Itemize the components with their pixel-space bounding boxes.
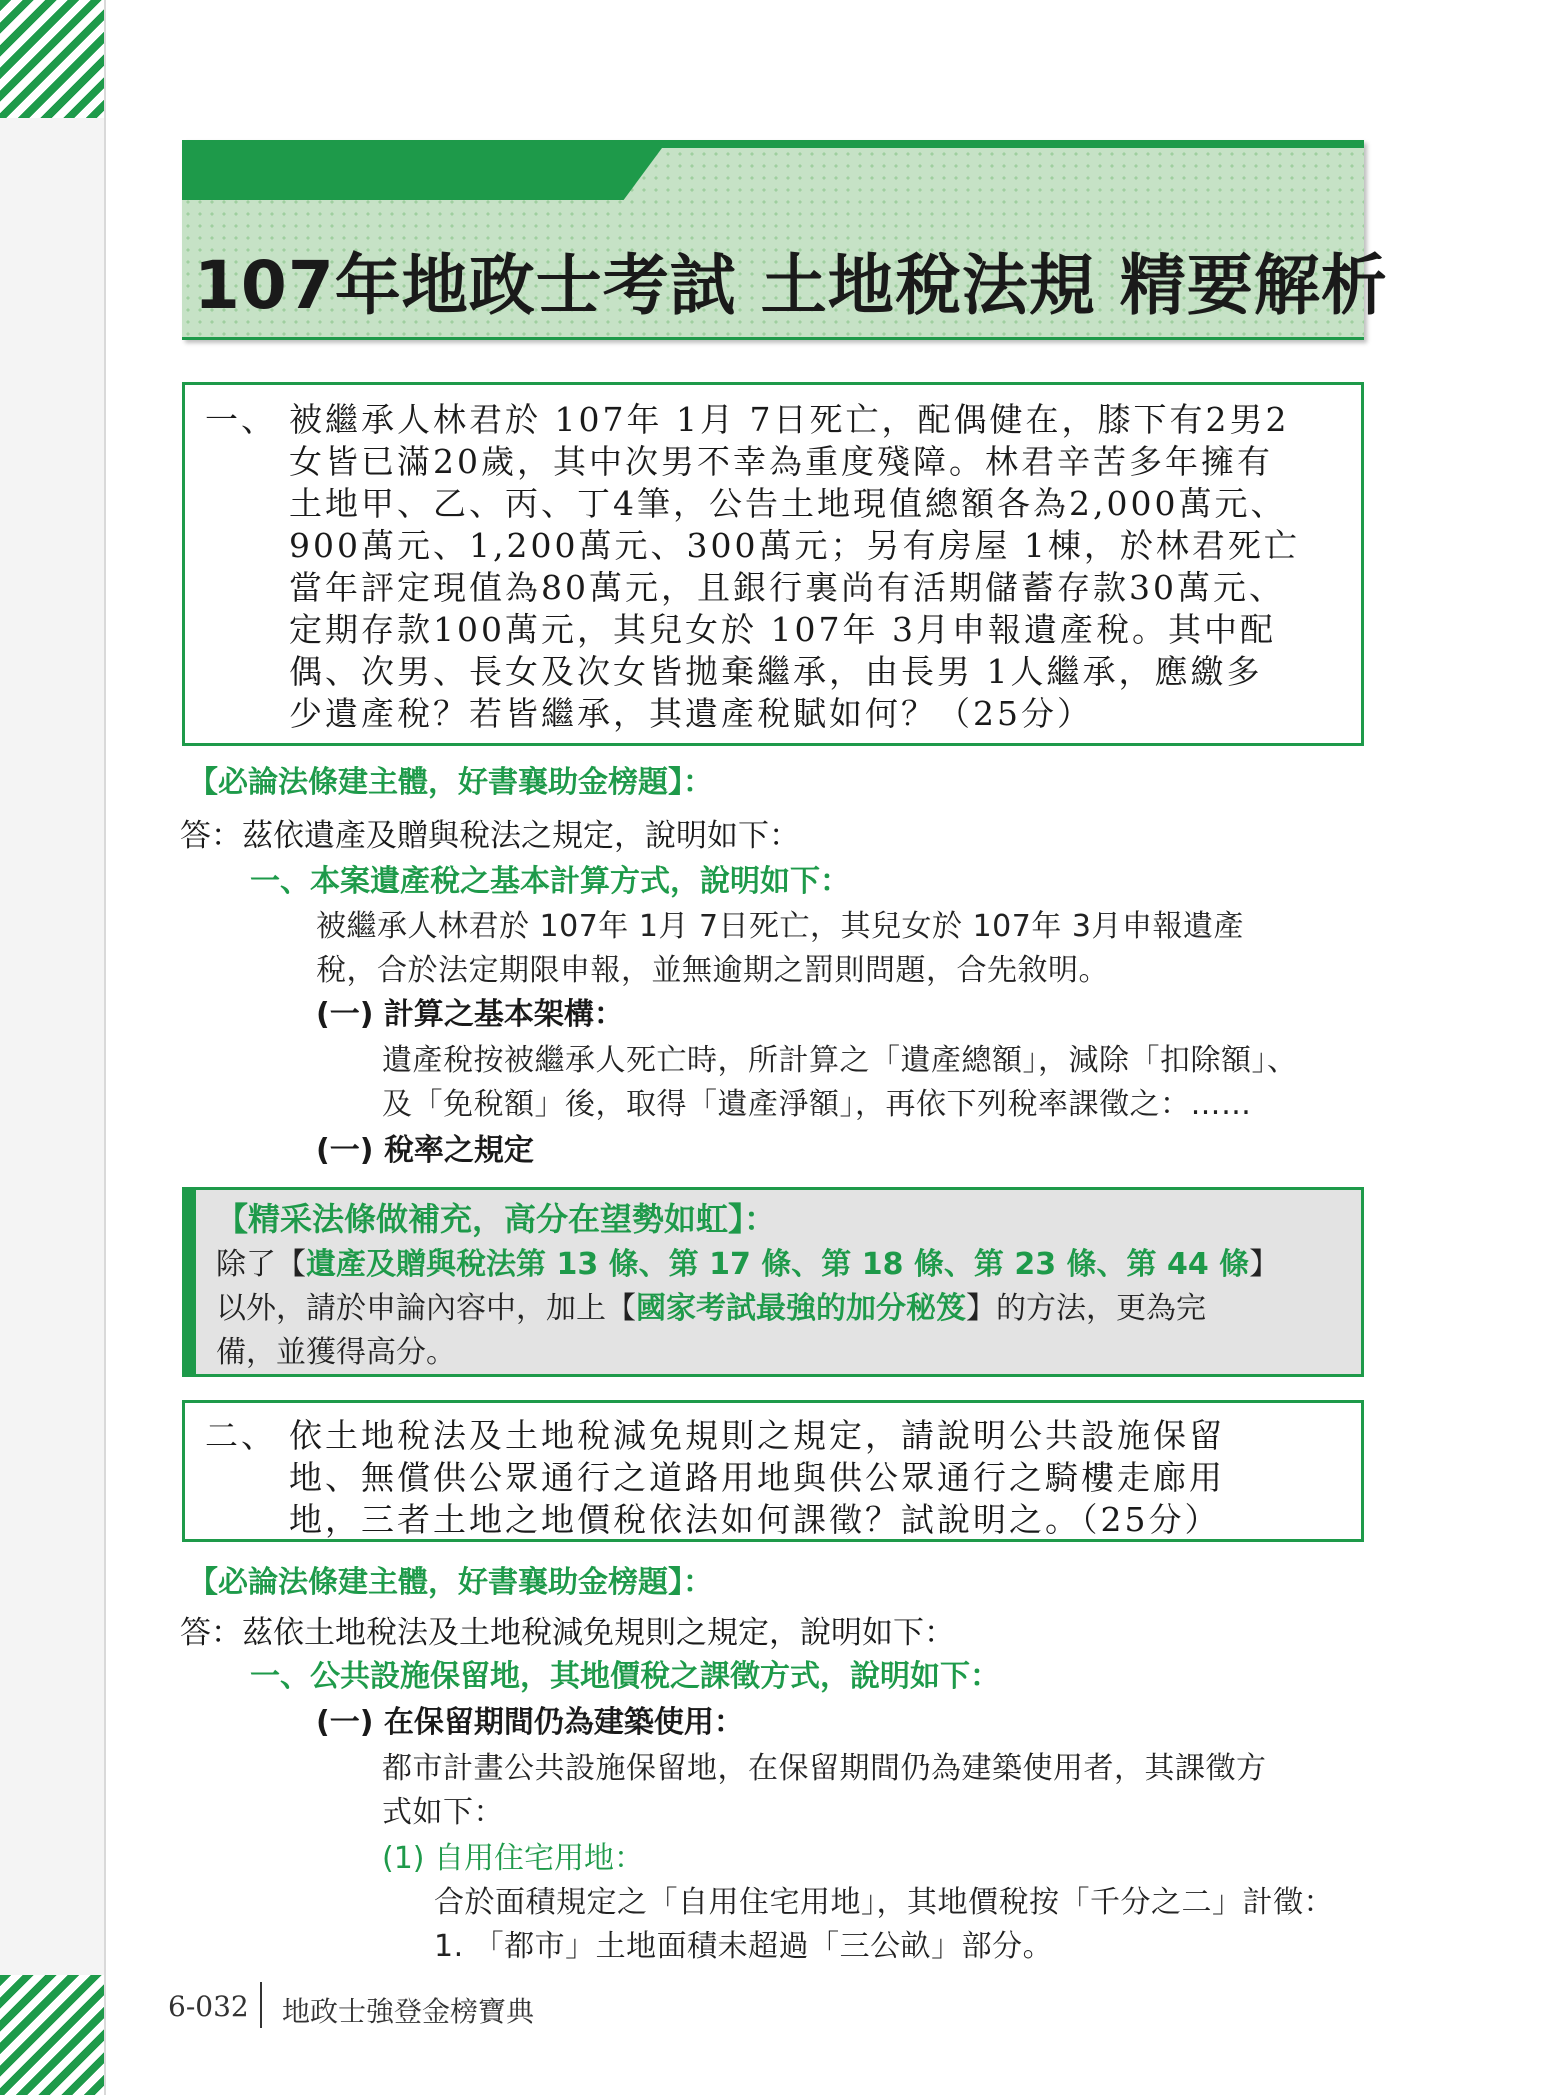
tip-line-3: 備，並獲得高分。 bbox=[216, 1335, 456, 1370]
answer-2-item-1-title: (1) 自用住宅用地： bbox=[382, 1841, 645, 1876]
answer-2-subsection-1-body: 式如下： bbox=[382, 1795, 504, 1830]
question-1-line: 當年評定現值為80萬元，且銀行裏尚有活期儲蓄存款30萬元、 bbox=[289, 568, 1285, 607]
tip-law-articles: 遺產及贈與稅法第 13 條、第 17 條、第 18 條、第 23 條、第 44 條 bbox=[306, 1247, 1250, 1282]
tip-text: 】的方法，更為完 bbox=[966, 1291, 1206, 1326]
answer-2-item-1-body: 合於面積規定之「自用住宅用地」，其地價稅按「千分之二」計徵： bbox=[434, 1885, 1334, 1920]
answer-2-subsection-1-body: 都市計畫公共設施保留地，在保留期間仍為建築使用者，其課徵方 bbox=[382, 1751, 1267, 1786]
question-1-line: 被繼承人林君於 107年 1月 7日死亡，配偶健在，膝下有2男2 bbox=[289, 400, 1290, 439]
answer-1-subsection-1-title: (一) 計算之基本架構： bbox=[316, 997, 624, 1032]
question-1-line: 定期存款100萬元，其兒女於 107年 3月申報遺產稅。其中配 bbox=[289, 610, 1276, 649]
page-title: 107年地政士考試 土地稅法規 精要解析 bbox=[194, 247, 1388, 324]
question-1-line: 900萬元、1,200萬元、300萬元；另有房屋 1棟，於林君死亡 bbox=[289, 526, 1300, 565]
question-2-line: 地，三者土地之地價稅依法如何課徵？試說明之。（25分） bbox=[289, 1500, 1221, 1539]
question-1-line: 偶、次男、長女及次女皆拋棄繼承，由長男 1人繼承，應繳多 bbox=[289, 652, 1263, 691]
answer-1-intro: 答：茲依遺產及贈與稅法之規定，說明如下： bbox=[180, 818, 800, 854]
page-number: 6-032 bbox=[168, 1990, 249, 2023]
side-margin bbox=[0, 118, 104, 1975]
answer-1-section-1-body: 稅，合於法定期限申報，並無逾期之罰則問題，合先敘明。 bbox=[316, 953, 1109, 988]
tip-line-1 bbox=[216, 1244, 1279, 1286]
tip-line-2 bbox=[216, 1288, 1206, 1330]
question-2-number: 二、 bbox=[205, 1416, 277, 1455]
question-2-line: 地、無償供公眾通行之道路用地與供公眾通行之騎樓走廊用 bbox=[289, 1458, 1225, 1497]
question-1-line: 女皆已滿20歲，其中次男不幸為重度殘障。林君辛苦多年擁有 bbox=[289, 442, 1273, 481]
answer-2-heading: 【必論法條建主體，好書襄助金榜題】： bbox=[188, 1565, 713, 1600]
tip-text: 】 bbox=[1249, 1247, 1280, 1282]
answer-1-subsection-1-body: 及「免稅額」後，取得「遺產淨額」，再依下列稅率課徵之：…… bbox=[382, 1087, 1252, 1122]
question-1-number: 一、 bbox=[205, 400, 277, 439]
tip-text: 以外，請於申論內容中，加上【 bbox=[216, 1291, 636, 1326]
side-divider bbox=[104, 0, 106, 2095]
question-2-box bbox=[182, 1400, 1364, 1542]
side-stripe-top bbox=[0, 0, 104, 118]
answer-1-section-1-body: 被繼承人林君於 107年 1月 7日死亡，其兒女於 107年 3月申報遺產 bbox=[316, 909, 1244, 944]
answer-1-section-1-title: 一、本案遺產稅之基本計算方式，說明如下： bbox=[250, 864, 850, 899]
answer-2-item-1-body: 1. 「都市」土地面積未超過「三公畝」部分。 bbox=[434, 1929, 1054, 1964]
footer-divider bbox=[260, 1982, 262, 2028]
side-stripe-bottom bbox=[0, 1975, 104, 2095]
tip-title: 【精采法條做補充，高分在望勢如虹】： bbox=[216, 1200, 777, 1238]
tip-text: 除了【 bbox=[216, 1247, 306, 1282]
supplement-tip-box bbox=[182, 1187, 1364, 1377]
answer-1-subsection-1-body: 遺產稅按被繼承人死亡時，所計算之「遺產總額」，減除「扣除額」、 bbox=[382, 1043, 1298, 1078]
answer-1-heading: 【必論法條建主體，好書襄助金榜題】： bbox=[188, 765, 713, 800]
answer-2-intro: 答：茲依土地稅法及土地稅減免規則之規定，說明如下： bbox=[180, 1615, 955, 1651]
answer-1-subsection-2-title: (一) 稅率之規定 bbox=[316, 1133, 534, 1168]
question-1-box bbox=[182, 382, 1364, 746]
tip-highlight: 國家考試最強的加分秘笈 bbox=[636, 1291, 966, 1326]
title-tab-decoration bbox=[182, 148, 662, 200]
answer-2-section-1-title: 一、公共設施保留地，其地價稅之課徵方式，說明如下： bbox=[250, 1659, 1000, 1694]
question-1-line: 土地甲、乙、丙、丁4筆，公告土地現值總額各為2,000萬元、 bbox=[289, 484, 1287, 523]
book-title: 地政士強登金榜寶典 bbox=[282, 1995, 535, 2028]
question-1-line: 少遺產稅？若皆繼承，其遺產稅賦如何？（25分） bbox=[289, 694, 1093, 733]
title-banner bbox=[182, 140, 1388, 340]
answer-2-subsection-1-title: (一) 在保留期間仍為建築使用： bbox=[316, 1705, 744, 1740]
question-2-line: 依土地稅法及土地稅減免規則之規定，請說明公共設施保留 bbox=[289, 1416, 1225, 1455]
